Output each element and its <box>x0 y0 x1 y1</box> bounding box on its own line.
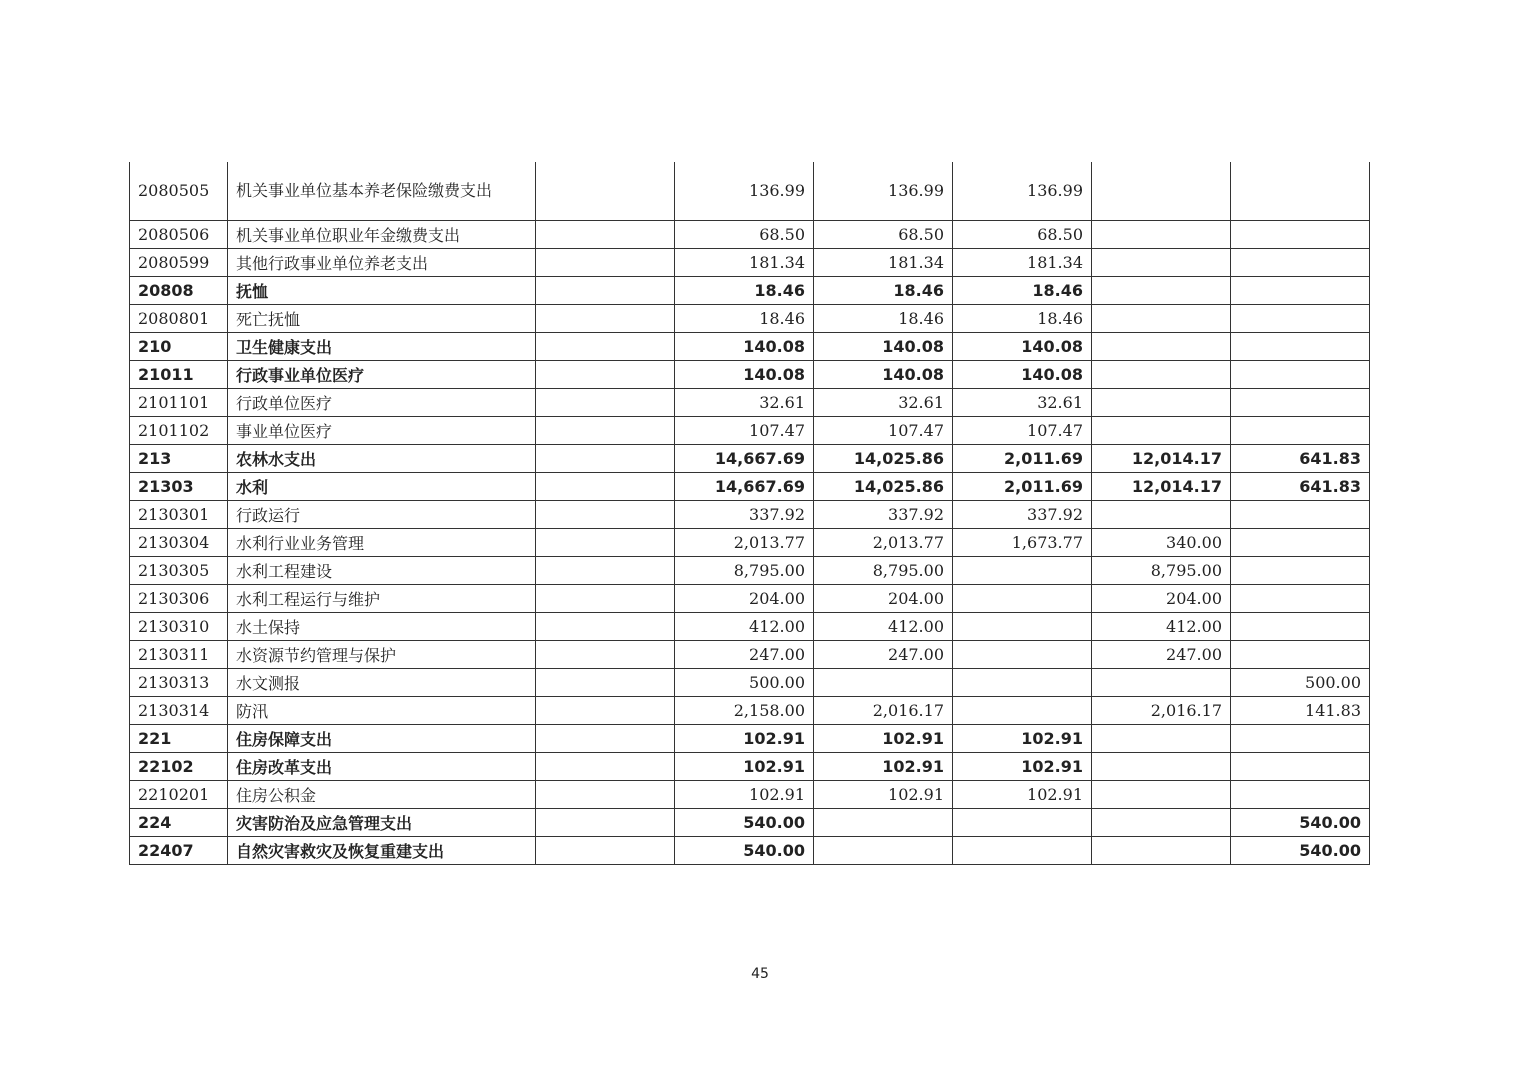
amount-cell-2: 68.50 <box>814 220 953 248</box>
amount-cell-5: 641.83 <box>1231 444 1370 472</box>
amount-cell-2: 247.00 <box>814 640 953 668</box>
table-row <box>130 472 1370 500</box>
table-row <box>130 836 1370 864</box>
amount-cell-3: 2,011.69 <box>953 472 1092 500</box>
amount-cell-1: 102.91 <box>675 752 814 780</box>
amount-cell-2: 337.92 <box>814 500 953 528</box>
subject-name-cell: 机关事业单位基本养老保险缴费支出 <box>228 162 536 220</box>
amount-cell-2: 140.08 <box>814 360 953 388</box>
subject-name-cell: 抚恤 <box>228 276 536 304</box>
amount-cell-2: 32.61 <box>814 388 953 416</box>
amount-cell-1: 2,158.00 <box>675 696 814 724</box>
amount-cell-2: 2,016.17 <box>814 696 953 724</box>
amount-cell-5 <box>1231 220 1370 248</box>
amount-cell-1: 140.08 <box>675 332 814 360</box>
table-row <box>130 416 1370 444</box>
amount-cell-1: 136.99 <box>675 162 814 220</box>
table-row <box>130 528 1370 556</box>
amount-cell-4: 12,014.17 <box>1092 472 1231 500</box>
subject-name-cell: 机关事业单位职业年金缴费支出 <box>228 220 536 248</box>
subject-code-cell: 20808 <box>130 276 228 304</box>
amount-cell-3: 337.92 <box>953 500 1092 528</box>
amount-cell-4 <box>1092 220 1231 248</box>
amount-cell-2: 102.91 <box>814 780 953 808</box>
blank-cell <box>536 304 675 332</box>
amount-cell-3: 102.91 <box>953 724 1092 752</box>
amount-cell-4: 340.00 <box>1092 528 1231 556</box>
amount-cell-1: 14,667.69 <box>675 472 814 500</box>
amount-cell-2: 412.00 <box>814 612 953 640</box>
subject-code-cell: 2130301 <box>130 500 228 528</box>
amount-cell-1: 540.00 <box>675 808 814 836</box>
blank-cell <box>536 556 675 584</box>
amount-cell-4: 12,014.17 <box>1092 444 1231 472</box>
amount-cell-4 <box>1092 500 1231 528</box>
amount-cell-1: 8,795.00 <box>675 556 814 584</box>
amount-cell-3 <box>953 696 1092 724</box>
amount-cell-4: 204.00 <box>1092 584 1231 612</box>
amount-cell-5 <box>1231 416 1370 444</box>
amount-cell-3: 102.91 <box>953 780 1092 808</box>
amount-cell-1: 18.46 <box>675 304 814 332</box>
blank-cell <box>536 836 675 864</box>
amount-cell-5: 141.83 <box>1231 696 1370 724</box>
subject-code-cell: 2130304 <box>130 528 228 556</box>
amount-cell-2: 18.46 <box>814 304 953 332</box>
blank-cell <box>536 248 675 276</box>
table-row <box>130 444 1370 472</box>
subject-name-cell: 水文测报 <box>228 668 536 696</box>
amount-cell-4 <box>1092 752 1231 780</box>
amount-cell-3 <box>953 612 1092 640</box>
amount-cell-3: 140.08 <box>953 360 1092 388</box>
amount-cell-4 <box>1092 808 1231 836</box>
amount-cell-1: 500.00 <box>675 668 814 696</box>
amount-cell-5 <box>1231 388 1370 416</box>
amount-cell-4 <box>1092 332 1231 360</box>
amount-cell-4 <box>1092 724 1231 752</box>
subject-name-cell: 农林水支出 <box>228 444 536 472</box>
subject-name-cell: 其他行政事业单位养老支出 <box>228 248 536 276</box>
amount-cell-1: 204.00 <box>675 584 814 612</box>
subject-code-cell: 2080599 <box>130 248 228 276</box>
amount-cell-5 <box>1231 500 1370 528</box>
amount-cell-2: 140.08 <box>814 332 953 360</box>
amount-cell-1: 247.00 <box>675 640 814 668</box>
subject-name-cell: 水利工程建设 <box>228 556 536 584</box>
subject-name-cell: 死亡抚恤 <box>228 304 536 332</box>
table-row <box>130 752 1370 780</box>
subject-code-cell: 2210201 <box>130 780 228 808</box>
amount-cell-4 <box>1092 780 1231 808</box>
blank-cell <box>536 612 675 640</box>
subject-name-cell: 水利行业业务管理 <box>228 528 536 556</box>
subject-code-cell: 22102 <box>130 752 228 780</box>
subject-name-cell: 灾害防治及应急管理支出 <box>228 808 536 836</box>
amount-cell-3: 18.46 <box>953 304 1092 332</box>
blank-cell <box>536 696 675 724</box>
amount-cell-4 <box>1092 668 1231 696</box>
subject-name-cell: 水利 <box>228 472 536 500</box>
amount-cell-2: 2,013.77 <box>814 528 953 556</box>
table-row <box>130 640 1370 668</box>
subject-name-cell: 水利工程运行与维护 <box>228 584 536 612</box>
amount-cell-3 <box>953 836 1092 864</box>
subject-code-cell: 2101101 <box>130 388 228 416</box>
amount-cell-5 <box>1231 360 1370 388</box>
subject-code-cell: 213 <box>130 444 228 472</box>
amount-cell-1: 337.92 <box>675 500 814 528</box>
amount-cell-1: 140.08 <box>675 360 814 388</box>
amount-cell-5 <box>1231 556 1370 584</box>
subject-name-cell: 水土保持 <box>228 612 536 640</box>
subject-code-cell: 2101102 <box>130 416 228 444</box>
amount-cell-3: 136.99 <box>953 162 1092 220</box>
amount-cell-5 <box>1231 332 1370 360</box>
amount-cell-1: 68.50 <box>675 220 814 248</box>
amount-cell-1: 107.47 <box>675 416 814 444</box>
subject-code-cell: 2130313 <box>130 668 228 696</box>
amount-cell-5 <box>1231 780 1370 808</box>
amount-cell-4: 8,795.00 <box>1092 556 1231 584</box>
amount-cell-1: 102.91 <box>675 724 814 752</box>
table-row <box>130 162 1370 220</box>
subject-code-cell: 2130310 <box>130 612 228 640</box>
subject-code-cell: 2130314 <box>130 696 228 724</box>
table-row <box>130 724 1370 752</box>
blank-cell <box>536 444 675 472</box>
subject-name-cell: 事业单位医疗 <box>228 416 536 444</box>
amount-cell-2: 14,025.86 <box>814 444 953 472</box>
table-row <box>130 612 1370 640</box>
amount-cell-2 <box>814 808 953 836</box>
amount-cell-2: 136.99 <box>814 162 953 220</box>
subject-name-cell: 自然灾害救灾及恢复重建支出 <box>228 836 536 864</box>
amount-cell-3: 107.47 <box>953 416 1092 444</box>
subject-code-cell: 2080801 <box>130 304 228 332</box>
table-row <box>130 276 1370 304</box>
table-row <box>130 696 1370 724</box>
amount-cell-5 <box>1231 162 1370 220</box>
amount-cell-2: 102.91 <box>814 752 953 780</box>
amount-cell-5: 500.00 <box>1231 668 1370 696</box>
subject-name-cell: 住房保障支出 <box>228 724 536 752</box>
subject-code-cell: 224 <box>130 808 228 836</box>
amount-cell-3 <box>953 808 1092 836</box>
amount-cell-5 <box>1231 584 1370 612</box>
amount-cell-1: 14,667.69 <box>675 444 814 472</box>
subject-name-cell: 行政运行 <box>228 500 536 528</box>
amount-cell-4: 247.00 <box>1092 640 1231 668</box>
blank-cell <box>536 780 675 808</box>
amount-cell-3 <box>953 584 1092 612</box>
amount-cell-2: 14,025.86 <box>814 472 953 500</box>
table-row <box>130 248 1370 276</box>
table-row <box>130 780 1370 808</box>
amount-cell-4 <box>1092 388 1231 416</box>
subject-code-cell: 210 <box>130 332 228 360</box>
amount-cell-5 <box>1231 276 1370 304</box>
amount-cell-4 <box>1092 248 1231 276</box>
subject-code-cell: 2130306 <box>130 584 228 612</box>
amount-cell-1: 32.61 <box>675 388 814 416</box>
blank-cell <box>536 640 675 668</box>
blank-cell <box>536 416 675 444</box>
amount-cell-4 <box>1092 360 1231 388</box>
blank-cell <box>536 584 675 612</box>
amount-cell-4 <box>1092 304 1231 332</box>
amount-cell-3 <box>953 668 1092 696</box>
amount-cell-3: 2,011.69 <box>953 444 1092 472</box>
subject-code-cell: 21011 <box>130 360 228 388</box>
blank-cell <box>536 162 675 220</box>
subject-name-cell: 卫生健康支出 <box>228 332 536 360</box>
amount-cell-5 <box>1231 528 1370 556</box>
amount-cell-2: 204.00 <box>814 584 953 612</box>
amount-cell-5: 641.83 <box>1231 472 1370 500</box>
subject-code-cell: 22407 <box>130 836 228 864</box>
amount-cell-1: 540.00 <box>675 836 814 864</box>
amount-cell-5 <box>1231 724 1370 752</box>
subject-code-cell: 2080506 <box>130 220 228 248</box>
subject-code-cell: 2130305 <box>130 556 228 584</box>
amount-cell-4 <box>1092 836 1231 864</box>
amount-cell-4: 412.00 <box>1092 612 1231 640</box>
amount-cell-3: 181.34 <box>953 248 1092 276</box>
amount-cell-2 <box>814 668 953 696</box>
subject-name-cell: 水资源节约管理与保护 <box>228 640 536 668</box>
amount-cell-5 <box>1231 612 1370 640</box>
blank-cell <box>536 752 675 780</box>
amount-cell-2: 107.47 <box>814 416 953 444</box>
blank-cell <box>536 472 675 500</box>
amount-cell-3: 102.91 <box>953 752 1092 780</box>
amount-cell-3: 18.46 <box>953 276 1092 304</box>
blank-cell <box>536 220 675 248</box>
subject-code-cell: 21303 <box>130 472 228 500</box>
subject-name-cell: 行政事业单位医疗 <box>228 360 536 388</box>
amount-cell-2: 8,795.00 <box>814 556 953 584</box>
subject-name-cell: 住房改革支出 <box>228 752 536 780</box>
amount-cell-2: 18.46 <box>814 276 953 304</box>
amount-cell-1: 2,013.77 <box>675 528 814 556</box>
subject-name-cell: 防汛 <box>228 696 536 724</box>
amount-cell-5: 540.00 <box>1231 836 1370 864</box>
table-row <box>130 500 1370 528</box>
table-row <box>130 220 1370 248</box>
blank-cell <box>536 724 675 752</box>
amount-cell-2: 181.34 <box>814 248 953 276</box>
blank-cell <box>536 360 675 388</box>
table-row <box>130 556 1370 584</box>
amount-cell-4 <box>1092 276 1231 304</box>
blank-cell <box>536 388 675 416</box>
amount-cell-1: 412.00 <box>675 612 814 640</box>
table-row <box>130 304 1370 332</box>
amount-cell-3: 140.08 <box>953 332 1092 360</box>
amount-cell-3: 1,673.77 <box>953 528 1092 556</box>
amount-cell-3 <box>953 556 1092 584</box>
amount-cell-3: 68.50 <box>953 220 1092 248</box>
amount-cell-2 <box>814 836 953 864</box>
budget-table <box>129 162 1370 865</box>
amount-cell-5: 540.00 <box>1231 808 1370 836</box>
amount-cell-5 <box>1231 640 1370 668</box>
table-row <box>130 668 1370 696</box>
blank-cell <box>536 668 675 696</box>
table-row <box>130 388 1370 416</box>
table-row <box>130 808 1370 836</box>
subject-code-cell: 221 <box>130 724 228 752</box>
amount-cell-5 <box>1231 752 1370 780</box>
table-row <box>130 584 1370 612</box>
table-row <box>130 332 1370 360</box>
amount-cell-5 <box>1231 248 1370 276</box>
subject-name-cell: 行政单位医疗 <box>228 388 536 416</box>
table-body <box>130 162 1370 864</box>
subject-code-cell: 2080505 <box>130 162 228 220</box>
blank-cell <box>536 332 675 360</box>
blank-cell <box>536 528 675 556</box>
subject-code-cell: 2130311 <box>130 640 228 668</box>
amount-cell-3: 32.61 <box>953 388 1092 416</box>
amount-cell-2: 102.91 <box>814 724 953 752</box>
table-row <box>130 360 1370 388</box>
blank-cell <box>536 276 675 304</box>
amount-cell-1: 18.46 <box>675 276 814 304</box>
subject-name-cell: 住房公积金 <box>228 780 536 808</box>
amount-cell-5 <box>1231 304 1370 332</box>
amount-cell-4: 2,016.17 <box>1092 696 1231 724</box>
amount-cell-4 <box>1092 416 1231 444</box>
page-number: 45 <box>751 966 769 982</box>
amount-cell-1: 181.34 <box>675 248 814 276</box>
amount-cell-3 <box>953 640 1092 668</box>
amount-cell-4 <box>1092 162 1231 220</box>
blank-cell <box>536 500 675 528</box>
amount-cell-1: 102.91 <box>675 780 814 808</box>
blank-cell <box>536 808 675 836</box>
